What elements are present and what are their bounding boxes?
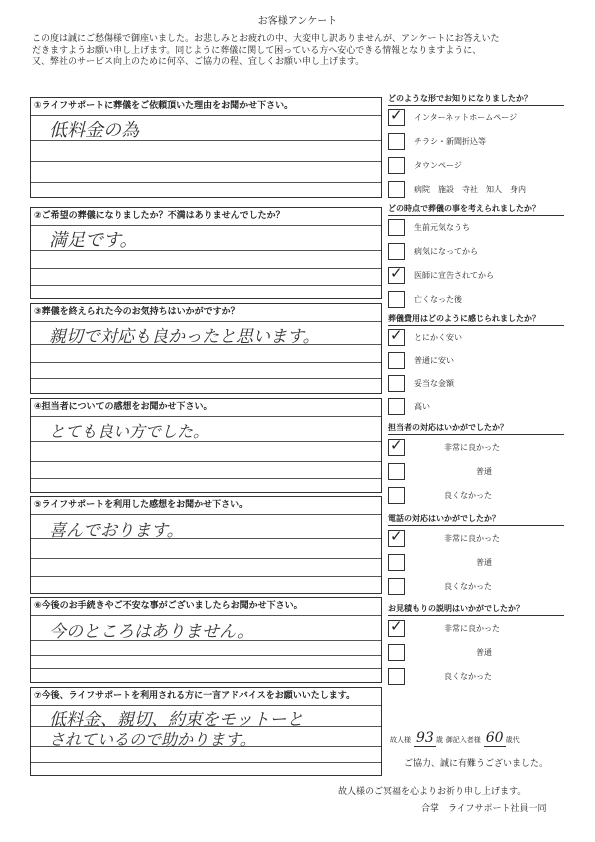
handwritten-answer[interactable]: 低料金の為: [49, 120, 139, 141]
checkbox[interactable]: [388, 352, 405, 369]
option-estimate-bad[interactable]: 良くなかった: [388, 667, 568, 687]
intro-line: この度は誠にご愁傷様で御座いました。お悲しみとお疲れの中、大変申し訳ありませんが、アンケートにお答えいた: [32, 34, 500, 44]
answer-line: [31, 461, 381, 462]
question-5: [30, 496, 382, 594]
handwritten-answer[interactable]: とても良い方でした。: [49, 422, 210, 441]
checkbox[interactable]: [388, 617, 405, 637]
option-after-death[interactable]: 亡くなった後: [388, 290, 568, 310]
checkbox[interactable]: [388, 436, 405, 456]
question-label: ⑦今後、ライフサポートを利用される方に一言アドバイスをお願いいたします。: [34, 691, 356, 701]
question-label: ⑤ライフサポートを利用した感想をお聞かせ下さい。: [34, 500, 249, 510]
question-label: ②ご希望の葬儀になりましたか？不満はありませんでしたか？: [34, 211, 285, 221]
checkbox[interactable]: [388, 644, 405, 661]
checkbox[interactable]: [388, 578, 405, 595]
section-heading: お見積もりの説明はいかがでしたか？: [388, 604, 524, 613]
option-referral[interactable]: 病院 施設 寺社 知人 身内: [388, 180, 568, 200]
option-fair[interactable]: 妥当な金額: [388, 374, 568, 394]
signoff-text: 合掌 ライフサポート社員一同: [421, 804, 547, 814]
intro-line: だきますようお願い申し上げます。同じように葬儀に関して困っている方へ安心できる情報となりますように、: [32, 45, 482, 56]
checkbox[interactable]: [388, 106, 405, 126]
checkbox[interactable]: [388, 668, 405, 685]
option-phone-normal[interactable]: 普通: [388, 553, 568, 573]
page-title: お客様アンケート: [257, 16, 338, 27]
answer-line: [31, 362, 381, 363]
option-flyer[interactable]: チラシ・新聞折込等: [388, 132, 568, 152]
divider: [31, 416, 381, 417]
deceased-age[interactable]: 93: [414, 730, 436, 747]
checkbox[interactable]: [388, 157, 405, 174]
check-mark-icon: ✓: [390, 617, 403, 635]
answer-line: [31, 655, 381, 656]
answer-line: [31, 182, 381, 183]
respondent-age[interactable]: 60: [484, 730, 506, 747]
option-very-cheap[interactable]: ✓ とにかく安い: [390, 326, 462, 344]
option-staff-very-good[interactable]: ✓ 非常に良かった: [390, 436, 500, 454]
section-heading: 電話の対応はいかがでしたか？: [388, 514, 500, 523]
answer-line: [31, 558, 381, 559]
handwritten-answer-line-2[interactable]: されているので助かります。: [49, 730, 256, 749]
answer-line: [31, 478, 381, 479]
section-heading: 担当者の対応はいかがでしたか？: [388, 423, 508, 432]
respondent-label: 御記入者様: [445, 736, 481, 744]
option-staff-bad[interactable]: 良くなかった: [388, 486, 568, 506]
deceased-label: 故人様: [390, 736, 411, 744]
checkbox[interactable]: [388, 326, 405, 346]
answer-line: [31, 378, 381, 379]
section-heading: どの時点で葬儀の事を考えられましたか？: [388, 204, 540, 213]
checkbox[interactable]: [388, 487, 405, 504]
checkbox[interactable]: [388, 264, 405, 284]
answer-line: [31, 668, 381, 669]
question-label: ③葬儀を終えられた今のお気持ちはいかがですか？: [34, 307, 240, 317]
question-2: [30, 207, 382, 299]
age-fields: 故人様 93 歳 御記入者様 60 歳代: [390, 730, 520, 746]
question-4: [30, 398, 382, 493]
checkbox[interactable]: [388, 243, 405, 260]
check-mark-icon: ✓: [390, 527, 403, 545]
option-staff-normal[interactable]: 普通: [388, 462, 568, 482]
check-mark-icon: ✓: [390, 326, 403, 344]
check-mark-icon: ✓: [390, 106, 403, 124]
section-heading: どのような形でお知りになりましたか？: [388, 94, 532, 103]
question-label: ④担当者についての感想をお聞かせ下さい。: [34, 402, 213, 412]
question-3: [30, 303, 382, 394]
question-7: [30, 687, 382, 776]
option-phone-very-good[interactable]: ✓ 非常に良かった: [390, 527, 500, 545]
question-1: [30, 97, 382, 198]
divider: [31, 615, 381, 616]
check-mark-icon: ✓: [390, 264, 403, 282]
option-estimate-very-good[interactable]: ✓ 非常に良かった: [390, 617, 500, 635]
option-internet[interactable]: ✓ インターネットホームページ: [390, 106, 518, 124]
checkbox[interactable]: [388, 527, 405, 547]
answer-line: [31, 762, 381, 763]
check-mark-icon: ✓: [390, 436, 403, 454]
answer-line: [31, 161, 381, 162]
answer-line: [31, 268, 381, 269]
question-label: ⑥今後のお手続きやご不安な事がございましたらお聞かせ下さい。: [34, 601, 303, 611]
intro-text: [32, 34, 567, 69]
intro-line: 又、弊社のサービス向上のために何卒、ご協力の程、宜しくお願い申し上げます。: [32, 57, 365, 67]
option-ill[interactable]: 病気になってから: [388, 242, 568, 262]
checkbox[interactable]: [388, 219, 405, 236]
checkbox[interactable]: [388, 398, 405, 415]
handwritten-answer[interactable]: 低料金、親切、約束をモットーと: [49, 710, 304, 730]
option-townpage[interactable]: タウンページ: [388, 156, 568, 176]
question-6: [30, 597, 382, 683]
answer-line: [31, 285, 381, 286]
option-diagnosed[interactable]: ✓ 医師に宣告されてから: [390, 264, 494, 282]
checkbox[interactable]: [388, 375, 405, 392]
checkbox[interactable]: [388, 463, 405, 480]
option-estimate-normal[interactable]: 普通: [388, 643, 568, 663]
thanks-text: ご協力、誠に有難うございました。: [404, 759, 549, 769]
option-phone-bad[interactable]: 良くなかった: [388, 577, 568, 597]
handwritten-answer[interactable]: 親切で対応も良かったと思います。: [49, 327, 320, 347]
question-label: ①ライフサポートに葬儀をご依頼頂いた理由をお聞かせ下さい。: [34, 101, 294, 111]
checkbox[interactable]: [388, 554, 405, 571]
section-heading: 葬儀費用はどのように感じられましたか？: [388, 314, 540, 323]
option-expensive[interactable]: 高い: [388, 397, 568, 417]
handwritten-answer[interactable]: 喜んでおります。: [49, 521, 184, 541]
handwritten-answer[interactable]: 満足です。: [49, 230, 138, 251]
checkbox[interactable]: [388, 133, 405, 150]
handwritten-answer[interactable]: 今のところはありません。: [49, 622, 255, 642]
answer-line: [31, 576, 381, 577]
checkbox[interactable]: [388, 291, 405, 308]
checkbox[interactable]: [388, 181, 405, 198]
divider: [31, 514, 381, 515]
option-cheap[interactable]: 普通に安い: [388, 351, 568, 371]
prayer-text: 故人様のご冥福を心よりお祈り申し上げます。: [338, 787, 527, 797]
option-healthy[interactable]: 生前元気なうち: [388, 218, 568, 238]
